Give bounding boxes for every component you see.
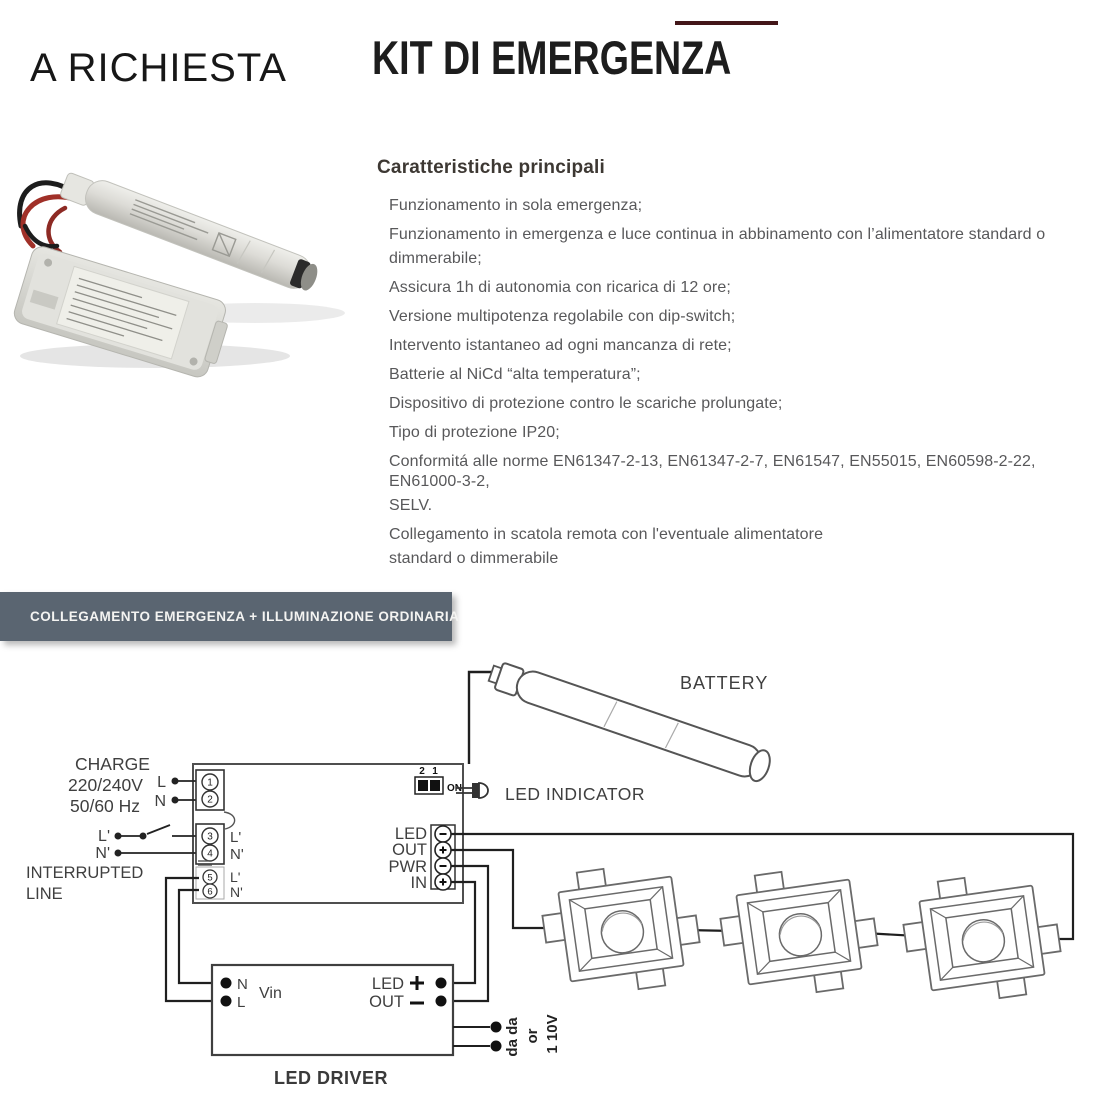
charge-label: CHARGE: [75, 754, 150, 774]
page-title: KIT DI EMERGENZA: [372, 31, 732, 84]
dip-on-label: ON: [447, 783, 462, 794]
dim-label-or: or: [524, 1028, 541, 1044]
feature-line: Collegamento in scatola remota con l'eventuale alimentatore: [389, 526, 824, 543]
feature-line: dimmerabile;: [389, 250, 482, 267]
driver-ledout-label-1: LED: [371, 975, 404, 993]
interrupted-line-label-2: LINE: [26, 885, 63, 903]
live-label: L: [157, 774, 166, 791]
terminal-block-interrupted: [196, 824, 244, 864]
terminal-3-label: L': [230, 829, 242, 846]
features-heading: Caratteristiche principali: [377, 157, 605, 178]
terminal-2: 2: [207, 794, 213, 806]
driver-n-label: N: [237, 976, 248, 993]
neutral-label: N: [154, 793, 166, 810]
led-indicator-label: LED INDICATOR: [505, 784, 646, 804]
pwr-in-label-2: IN: [410, 874, 427, 892]
recessed-fixture-1: [537, 857, 705, 1001]
wire-ledout-plus-fixtures: [451, 850, 552, 928]
driver-ledout-label-2: OUT: [369, 993, 404, 1011]
terminal-4: 4: [207, 848, 213, 860]
wiring-section-banner: [0, 592, 460, 641]
feature-line: Assicura 1h di autonomia con ricarica di 12 ore;: [389, 279, 731, 296]
feature-line: Dispositivo di protezione contro le scariche prolungate;: [389, 395, 783, 412]
feature-line: Tipo di protezione IP20;: [389, 424, 560, 441]
interrupted-line-label-1: INTERRUPTED: [26, 864, 144, 882]
product-photo: [5, 148, 355, 378]
feature-line: Intervento istantaneo ad ogni mancanza di rete;: [389, 337, 732, 354]
terminal-6: 6: [207, 886, 213, 898]
terminal-3: 3: [207, 831, 213, 843]
request-heading: A RICHIESTA: [30, 46, 287, 90]
wiring-diagram: [0, 650, 1100, 1100]
feature-line: standard o dimmerabile: [389, 550, 559, 567]
recessed-fixture-2: [715, 860, 883, 1004]
led-driver-label: LED DRIVER: [273, 1068, 389, 1088]
led-driver-box: [212, 965, 561, 1057]
terminal-1: 1: [207, 777, 213, 789]
interrupted-neutral-label: N': [95, 845, 110, 862]
terminal-4-label: N': [230, 846, 244, 863]
terminal-5-label: L': [230, 869, 241, 885]
dip-num-1: 1: [432, 766, 438, 777]
led-out-label-1: LED: [394, 825, 427, 843]
feature-line: Funzionamento in sola emergenza;: [389, 197, 643, 214]
terminal-block-charge: [196, 770, 224, 810]
feature-line: Versione multipotenza regolabile con dip-switch;: [389, 308, 736, 325]
switch-blade: [147, 825, 170, 834]
title-accent-bar: [675, 21, 778, 25]
recessed-fixture-3: [898, 866, 1066, 1010]
terminal-5: 5: [207, 872, 213, 884]
feature-line: Batterie al NiCd “alta temperatura”;: [389, 366, 641, 383]
dim-label-dali: da da: [504, 1017, 521, 1057]
led-out-label-2: OUT: [392, 841, 427, 859]
features-section: [377, 157, 1099, 569]
feature-line: SELV.: [389, 497, 433, 514]
voltage-label: 220/240V: [68, 775, 143, 795]
feature-line: Conformitá alle norme EN61347-2-13, EN61347-2-7, EN61547, EN55015, EN60598-2-22, EN61000-3-2,: [389, 453, 1036, 490]
driver-l-label: L: [237, 994, 246, 1011]
battery-label: BATTERY: [680, 673, 769, 693]
frequency-label: 50/60 Hz: [70, 796, 141, 816]
interrupted-live-label: L': [98, 828, 110, 845]
pwr-in-label-1: PWR: [388, 858, 427, 876]
dim-label-110v: 1 10V: [544, 1014, 561, 1054]
wiring-banner-label: COLLEGAMENTO EMERGENZA + ILLUMINAZIONE ORDINARIA: [30, 609, 460, 624]
dip-num-2: 2: [419, 766, 425, 777]
driver-vin-label: Vin: [259, 985, 282, 1002]
terminal-block-output: [196, 867, 243, 900]
feature-line: Funzionamento in emergenza e luce continua in abbinamento con l’alimentatore standard o: [389, 226, 1046, 243]
terminal-6-label: N': [230, 884, 243, 900]
